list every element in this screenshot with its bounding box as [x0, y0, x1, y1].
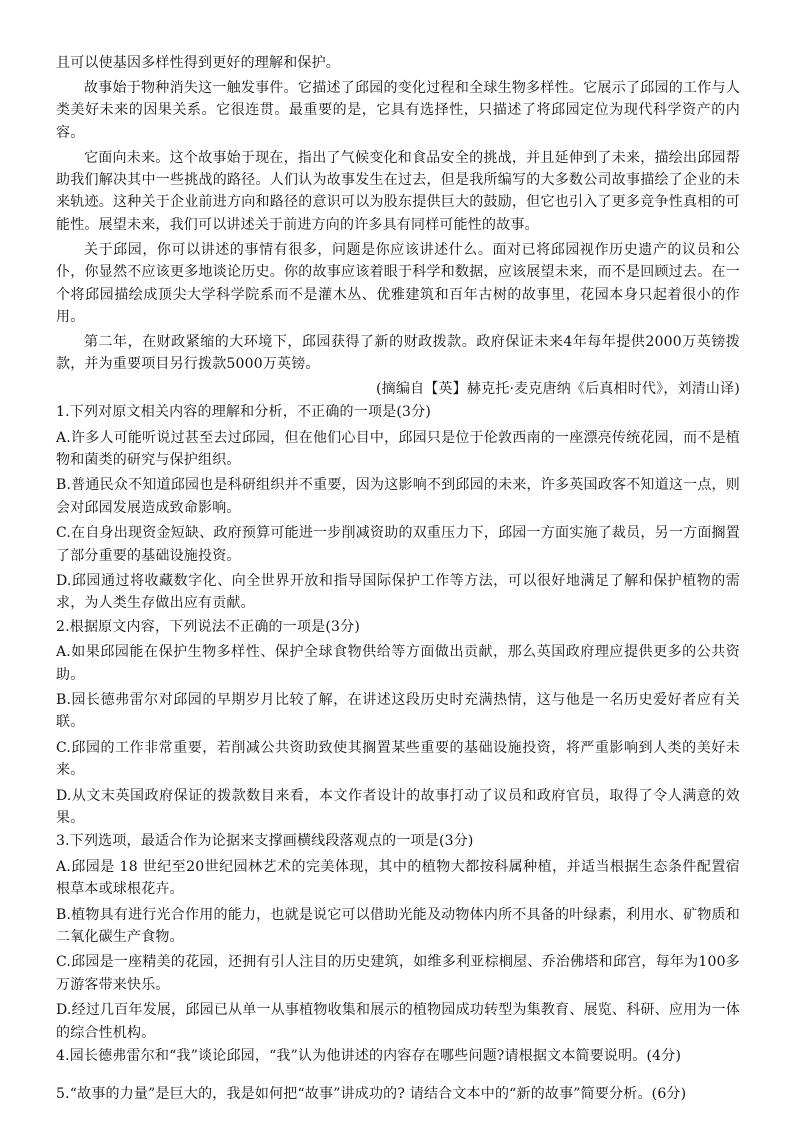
article-paragraph: 且可以使基因多样性得到更好的理解和保护。: [56, 55, 340, 71]
document-page: [56, 52, 740, 1106]
option-a: A.邱园是 18 世纪至20世纪园林艺术的完美体现，其中的植物大都按科属种植，并适当根据生态条件配置宿根草本或球根花卉。: [56, 858, 740, 898]
option-a: A.许多人可能听说过甚至去过邱园，但在他们心目中，邱园只是位于伦敦西南的一座漂亮传统花园，而不是植物和菌类的研究与保护组织。: [56, 429, 740, 468]
article-paragraph: 第二年，在财政紧缩的大环境下，邱园获得了新的财政拨款。政府保证未来4年每年提供2000万英镑拨款，并为重要项目另行拨款5000万英镑。: [56, 333, 740, 373]
option-c: C.在自身出现资金短缺、政府预算可能进一步削减资助的双重压力下，邱园一方面实施了裁员，另一方面搁置了部分重要的基础设施投资。: [56, 525, 740, 564]
option-d: D.从文末英国政府保证的拨款数目来看，本文作者设计的故事打动了议员和政府官员，取得了令人满意的效果。: [56, 787, 740, 826]
option-b: B.植物具有进行光合作用的能力，也就是说它可以借助光能及动物体内所不具备的叶绿素，利用水、矿物质和二氧化碳生产食物。: [56, 906, 740, 946]
question-stem: 5.“故事的力量”是巨大的，我是如何把“故事”讲成功的? 请结合文本中的“新的故事”简要分析。(6分): [56, 1086, 687, 1103]
question-stem: 1.下列对原文相关内容的理解和分析，不正确的一项是(3分): [56, 404, 431, 421]
option-c: C.邱园是一座精美的花园，还拥有引人注目的历史建筑，如维多利亚棕榈屋、乔治佛塔和邱宫，每年为100多万游客带来快乐。: [56, 954, 740, 993]
question-stem: 2.根据原文内容，下列说法不正确的一项是(3分): [56, 618, 360, 635]
article-paragraph: 关于邱园，你可以讲述的事情有很多，问题是你应该讲述什么。面对已将邱园视作历史遗产的议员和公仆，你显然不应该更多地谈论历史。你的故事应该着眼于科学和数据，应该展望未来，而不是回顾过去。在一个将邱园描绘成顶尖大学科学院系而不是灌木丛、优雅建筑和百年古树的故事里，花园本身只起着很小的作用。: [56, 241, 740, 325]
option-b: B.园长德弗雷尔对邱园的早期岁月比较了解，在讲述这段历史时充满热情，这与他是一名历史爱好者应有关联。: [56, 691, 740, 731]
article-paragraph: 故事始于物种消失这一触发事件。它描述了邱园的变化过程和全球生物多样性。它展示了邱园的工作与人类美好未来的因果关系。它很连贯。最重要的是，它具有选择性，只描述了将邱园定位为现代科学资产的内容。: [56, 79, 740, 141]
option-b: B.普通民众不知道邱园也是科研组织并不重要，因为这影响不到邱园的未来，许多英国政客不知道这一点，则会对邱园发展造成致命影响。: [56, 477, 740, 516]
question-3: [56, 830, 740, 1044]
question-stem: 3.下列选项，最适合作为论据来支撑画横线段落观点的一项是(3分): [56, 833, 474, 850]
option-d: D.邱园通过将收藏数字化、向全世界开放和指导国际保护工作等方法，可以很好地满足了解和保护植物的需求，为人类生存做出应有贡献。: [56, 572, 740, 612]
question-2: [56, 616, 740, 830]
question-5: [56, 1083, 740, 1105]
question-4: [56, 1045, 740, 1067]
question-1: [56, 401, 740, 615]
article-paragraph: 它面向未来。这个故事始于现在，指出了气候变化和食品安全的挑战，并且延伸到了未来，描绘出邱园帮助我们解决其中一些挑战的路径。人们认为故事发生在过去，但是我所编写的大多数公司故事描绘了企业的未来轨迹。这种关于企业前进方向和路径的意识可以为股东提供巨大的鼓励，但它也引入了更多竞争性真相的可能性。展望未来，我们可以讲述关于前进方向的许多具有同样可能性的故事。: [56, 149, 740, 233]
article-body: [56, 52, 740, 400]
option-c: C.邱园的工作非常重要，若削减公共资助致使其搁置某些重要的基础设施投资，将严重影响到人类的美好未来。: [56, 739, 740, 779]
question-stem: 4.园长德弗雷尔和“我”谈论邱园，“我”认为他讲述的内容存在哪些问题?请根据文本简要说明。(4分): [56, 1048, 682, 1065]
article-source: (摘编自【英】赫克托·麦克唐纳《后真相时代》，刘清山译): [376, 380, 740, 397]
option-d: D.经过几百年发展，邱园已从单一从事植物收集和展示的植物园成功转型为集教育、展览、科研、应用为一体的综合性机构。: [56, 1002, 740, 1041]
option-a: A.如果邱园能在保护生物多样性、保护全球食物供给等方面做出贡献，那么英国政府理应提供更多的公共资助。: [56, 644, 740, 683]
